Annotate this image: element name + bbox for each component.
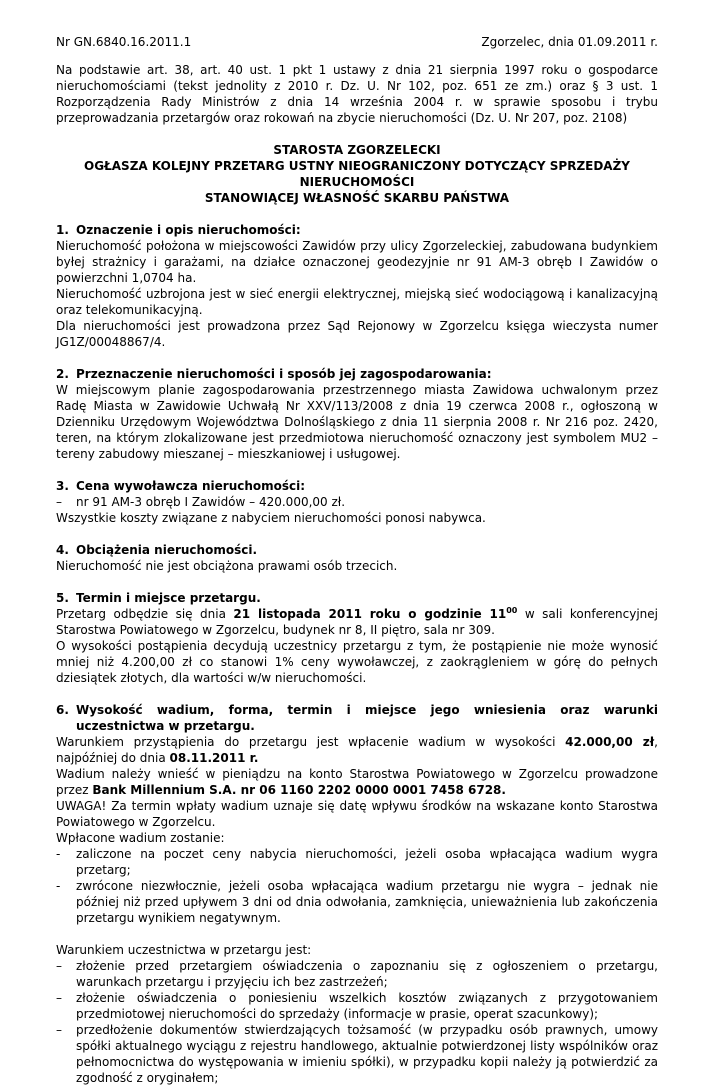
document-page — [56, 34, 658, 1086]
section-number: 2. — [56, 367, 69, 381]
reference-number: Nr GN.6840.16.2011.1 — [56, 35, 192, 49]
list-item — [56, 494, 658, 510]
list-item-text: zaliczone na poczet ceny nabycia nieruchomości, jeżeli osoba wpłacająca wadium wygra przetarg; — [76, 847, 658, 877]
list-item — [56, 1022, 658, 1086]
section-number: 5. — [56, 591, 69, 605]
list-item-text: złożenie oświadczenia o poniesieniu wszelkich kosztów związanych z przygotowaniem przedmiotowej nieruchomości do sprzedaży (informacje w prasie, operat szacunkowy); — [76, 991, 658, 1021]
dash-bullet: – — [56, 991, 62, 1005]
section-2-paragraph-1: W miejscowym planie zagospodarowania przestrzennego miasta Zawidowa uchwalonym przez Radę Miasta w Zawidowie Uchwałą Nr XXV/113/2008 z dnia 19 czerwca 2008 r., ogłoszoną w Dzienniku Urzędowym Województwa Dolnośląskiego z dnia 11 sierpnia 2008 r. Nr 216 poz. 2420, teren, na którym zlokalizowane jest przedmiotowa nieruchomość oznaczony jest symbolem MU2 – tereny zabudowy mieszanej – mieszkaniowej i usługowej. — [56, 383, 658, 461]
title-line-2: OGŁASZA KOLEJNY PRZETARG USTNY NIEOGRANICZONY DOTYCZĄCY SPRZEDAŻY — [84, 159, 630, 173]
list-item-text: nr 91 AM-3 obręb I Zawidów – 420.000,00 zł. — [76, 495, 346, 509]
section-1-paragraph-1: Nieruchomość położona w miejscowości Zawidów przy ulicy Zgorzeleckiej, zabudowana budynkiem byłej strażnicy i garażami, na działce oznaczonej geodezyjnie nr 91 AM-3 obręb I Zawidów o powierzchni 1,0704 ha. — [56, 239, 658, 285]
list-item — [56, 958, 658, 990]
place-date: Zgorzelec, dnia 01.09.2011 r. — [481, 35, 658, 49]
section-3-paragraph-1: Wszystkie koszty związane z nabyciem nieruchomości ponosi nabywca. — [56, 511, 486, 525]
list-item — [56, 878, 658, 926]
title-line-4: STANOWIĄCEJ WŁASNOŚĆ SKARBU PAŃSTWA — [204, 191, 510, 205]
section-6-heading — [56, 702, 658, 734]
section-5-paragraph-1 — [56, 606, 658, 638]
section-number: 3. — [56, 479, 69, 493]
section-1-heading — [56, 222, 658, 238]
announcement-title — [56, 142, 658, 206]
list-item-text: złożenie przed przetargiem oświadczenia o zapoznaniu się z ogłoszeniem o przetargu, warunkach przetargu i przyjęciu ich bez zastrzeżeń; — [76, 959, 658, 989]
list-item-text: przedłożenie dokumentów stwierdzających tożsamość (w przypadku osób prawnych, umowy spółki aktualnego wyciągu z rejestru handlowego, aktualnie potwierdzonej listy wspólników oraz pełnomocnictwa do występowania w imieniu spółki), w przypadku kopii należy ją potwierdzić za zgodność z oryginałem; — [76, 1023, 658, 1085]
dash-bullet: - — [56, 879, 61, 893]
text-run: , najpóźniej do dnia — [56, 735, 658, 765]
dash-bullet: – — [56, 959, 62, 973]
section-title: Termin i miejsce przetargu. — [76, 591, 261, 605]
list-item — [56, 990, 658, 1022]
bank-account: Bank Millennium S.A. nr 06 1160 2202 0000 0001 7458 6728. — [92, 783, 506, 797]
section-number: 6. — [56, 703, 69, 717]
section-4-paragraph-1: Nieruchomość nie jest obciążona prawami osób trzecich. — [56, 559, 398, 573]
document-header — [56, 34, 658, 50]
list-item-text: zwrócone niezwłocznie, jeżeli osoba wpłacająca wadium przetargu nie wygra – jednak nie później niż przed upływem 3 dni od dnia odwołania, zamknięcia, unieważnienia lub zakończenia przetargu wynikiem negatywnym. — [76, 879, 658, 925]
deposit-deadline: 08.11.2011 r. — [169, 751, 259, 765]
text-run: Warunkiem przystąpienia do przetargu jest wpłacenie wadium w wysokości — [56, 735, 566, 749]
section-2-heading — [56, 366, 658, 382]
section-6-paragraph-3: UWAGA! Za termin wpłaty wadium uznaje się datę wpływu środków na wskazane konto Starostwa Powiatowego w Zgorzelcu. — [56, 799, 658, 829]
section-title: Oznaczenie i opis nieruchomości: — [76, 223, 301, 237]
section-6-paragraph-1 — [56, 734, 658, 766]
text-run: w sali konferencyjnej Starostwa Powiatowego w Zgorzelcu, budynek nr 8, II piętro, sala nr 309. — [56, 607, 658, 637]
section-6-paragraph-2 — [56, 766, 658, 798]
text-run: Przetarg odbędzie się dnia — [56, 607, 234, 621]
section-title: Przeznaczenie nieruchomości i sposób jej zagospodarowania: — [76, 367, 492, 381]
dash-bullet: – — [56, 1023, 62, 1037]
section-6-paragraph-5: Warunkiem uczestnictwa w przetargu jest: — [56, 943, 312, 957]
section-1-paragraph-3: Dla nieruchomości jest prowadzona przez Sąd Rejonowy w Zgorzelcu księga wieczysta numer JG1Z/00048867/4. — [56, 319, 658, 349]
title-line-3: NIERUCHOMOŚCI — [299, 175, 415, 189]
text-run: Wadium należy wnieść w pieniądzu na konto Starostwa Powiatowego w Zgorzelcu prowadzone przez — [56, 767, 658, 797]
section-title: Obciążenia nieruchomości. — [76, 543, 258, 557]
section-4-heading — [56, 542, 658, 558]
section-title: Wysokość wadium, forma, termin i miejsce jego wniesienia oraz warunki uczestnictwa w przetargu. — [76, 703, 658, 733]
section-number: 1. — [56, 223, 69, 237]
legal-basis-paragraph: Na podstawie art. 38, art. 40 ust. 1 pkt 1 ustawy z dnia 21 sierpnia 1997 roku o gospodarce nieruchomościami (tekst jednolity z 2010 r. Dz. U. Nr 102, poz. 651 ze zm.) oraz § 3 ust. 1 Rozporządzenia Rady Ministrów z dnia 14 września 2004 r. w sprawie sposobu i trybu przeprowadzania przetargów oraz rokowań na zbycie nieruchomości (Dz. U. Nr 207, poz. 2108) — [56, 63, 658, 125]
section-5-heading — [56, 590, 658, 606]
dash-bullet: – — [56, 495, 62, 509]
section-1-paragraph-2: Nieruchomość uzbrojona jest w sieć energii elektrycznej, miejską sieć wodociągową i kanalizacyjną oraz telekomunikacyjną. — [56, 287, 658, 317]
section-6-paragraph-4: Wpłacone wadium zostanie: — [56, 831, 225, 845]
title-line-1: STAROSTA ZGORZELECKI — [273, 143, 441, 157]
section-title: Cena wywoławcza nieruchomości: — [76, 479, 306, 493]
dash-bullet: - — [56, 847, 61, 861]
section-number: 4. — [56, 543, 69, 557]
section-5-paragraph-2: O wysokości postąpienia decydują uczestnicy przetargu z tym, że postąpienie nie może wynosić mniej niż 4.200,00 zł co stanowi 1% ceny wywoławczej, z zaokrągleniem w górę do pełnych dziesiątek złotych, dla wartości w/w nieruchomości. — [56, 639, 658, 685]
auction-minutes: 00 — [506, 606, 518, 615]
section-3-heading — [56, 478, 658, 494]
deposit-amount: 42.000,00 zł — [565, 735, 655, 749]
auction-date: 21 listopada 2011 roku o godzinie 11 — [233, 607, 507, 621]
list-item — [56, 846, 658, 878]
